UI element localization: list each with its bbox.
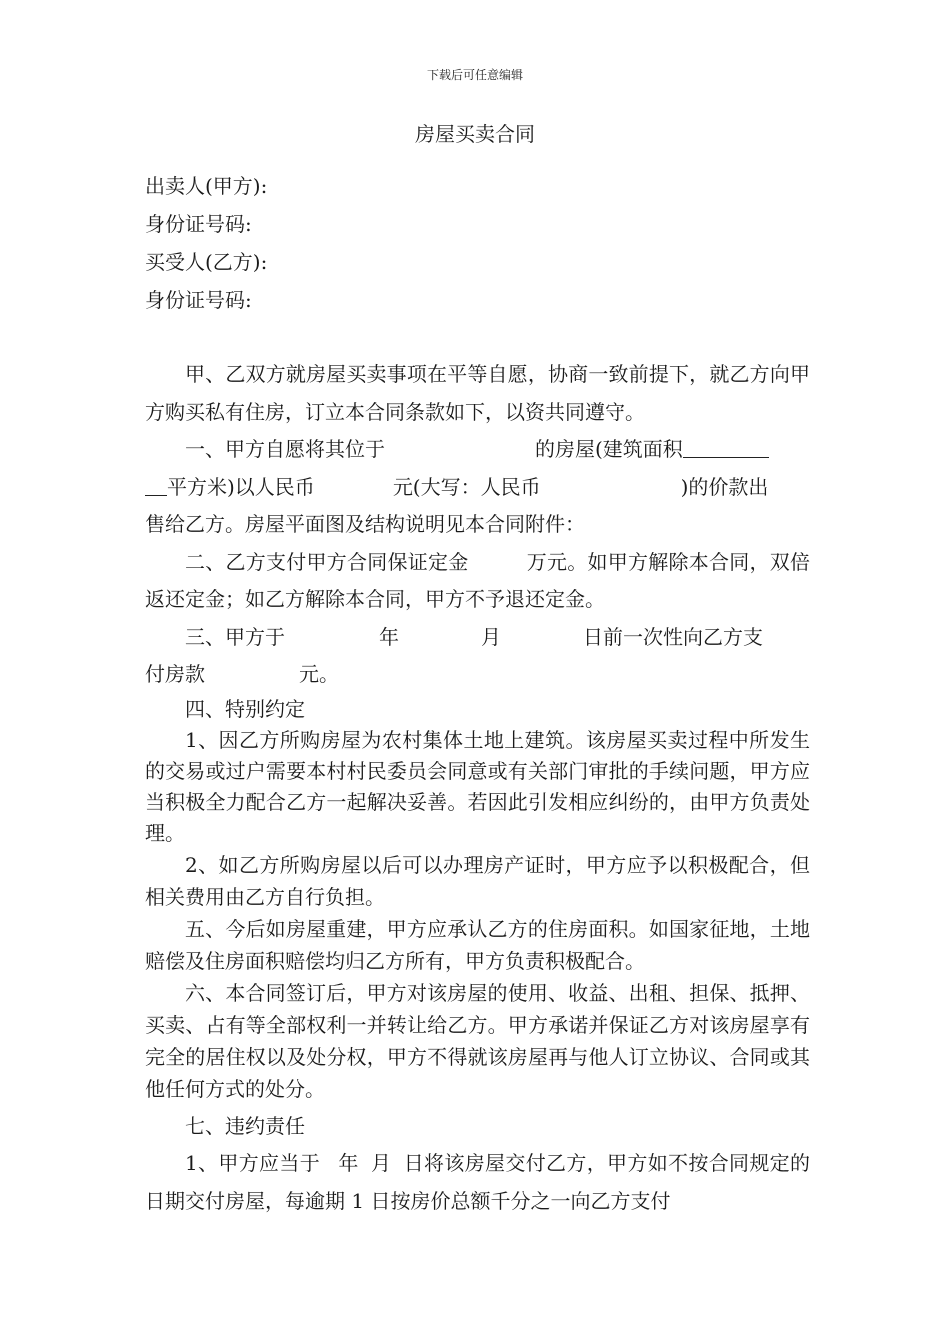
clause-6: 六、本合同签订后，甲方对该房屋的使用、收益、出租、担保、抵押、买卖、占有等全部权利一并转让给乙方。甲方承诺并保证乙方对该房屋享有完全的居住权以及处分权，甲方不得就该房屋再与他人订立协议、合同或其他任何方式的处分。 (145, 980, 810, 1101)
clause-3 (145, 619, 810, 694)
clause-1-part-e: )的价款出 (680, 474, 769, 499)
clause-3-part-a: 三、甲方于 (185, 624, 285, 649)
seller-field: 出卖人(甲方): (145, 174, 268, 198)
clause-4-item-2: 2、如乙方所购房屋以后可以办理房产证时，甲方应予以积极配合，但相关费用由乙方自行负担。 (145, 852, 810, 909)
clause-7-item-1 (145, 1145, 810, 1220)
buyer-id-field: 身份证号码: (145, 288, 252, 312)
clause-1 (145, 431, 810, 544)
buyer-field: 买受人(乙方): (145, 250, 268, 274)
clause-7-year-label: 年 (338, 1151, 359, 1175)
clause-2-part-a: 二、乙方支付甲方合同保证定金 (185, 549, 469, 574)
clause-7-heading: 七、违约责任 (185, 1113, 305, 1138)
clause-3-month-label: 月 (481, 624, 501, 649)
clause-5: 五、今后如房屋重建，甲方应承认乙方的住房面积。如国家征地，土地赔偿及住房面积赔偿均归乙方所有，甲方负责积极配合。 (145, 916, 810, 973)
clause-1-part-a: 一、甲方自愿将其位于 (185, 437, 385, 461)
clause-1-part-f: 售给乙方。房屋平面图及结构说明见本合同附件： (145, 512, 585, 536)
clause-1-part-d: 元(大写：人民币 (392, 474, 541, 499)
contract-body (145, 356, 810, 1220)
clause-3-part-d: 日前一次性向乙方支 (583, 624, 763, 649)
clause-7-part-d: 日将该房屋交付乙方，甲方如不按合同规定的日期交付房屋，每逾期 1 日按房价总额千分之一向乙方支付 (145, 1151, 811, 1213)
clause-4-item-1: 1、因乙方所购房屋为农村集体土地上建筑。该房屋买卖过程中所发生的交易或过户需要本村村民委员会同意或有关部门审批的手续问题，甲方应当积极全力配合乙方一起解决妥善。若因此引发相应纠纷的，由甲方负责处理。 (145, 727, 810, 845)
page-title: 房屋买卖合同 (415, 122, 535, 146)
intro-paragraph: 甲、乙双方就房屋买卖事项在平等自愿，协商一致前提下，就乙方向甲方购买私有住房，订立本合同条款如下，以资共同遵守。 (145, 362, 810, 424)
seller-id-field: 身份证号码: (145, 212, 252, 236)
area-blank (683, 435, 769, 458)
clause-7-month-label: 月 (370, 1151, 392, 1175)
clause-1-part-c: 平方米)以人民币 (167, 474, 315, 499)
clause-4-heading: 四、特别约定 (185, 696, 305, 721)
clause-1-part-b: 的房屋(建筑面积 (535, 437, 683, 461)
clause-2 (145, 544, 810, 619)
page-header: 下载后可任意编辑 (426, 68, 523, 82)
clause-7-part-a: 1、甲方应当于 (185, 1151, 321, 1175)
clause-3-year-label: 年 (379, 624, 399, 649)
clause-2-part-b: 万元。如甲方解除本合同，双倍返还定金；如乙方解除本合同，甲方不予退还定金。 (145, 549, 810, 611)
area-blank-continued (145, 473, 167, 496)
clause-3-part-e: 付房款 (145, 662, 205, 686)
clause-3-part-f: 元。 (299, 662, 339, 686)
